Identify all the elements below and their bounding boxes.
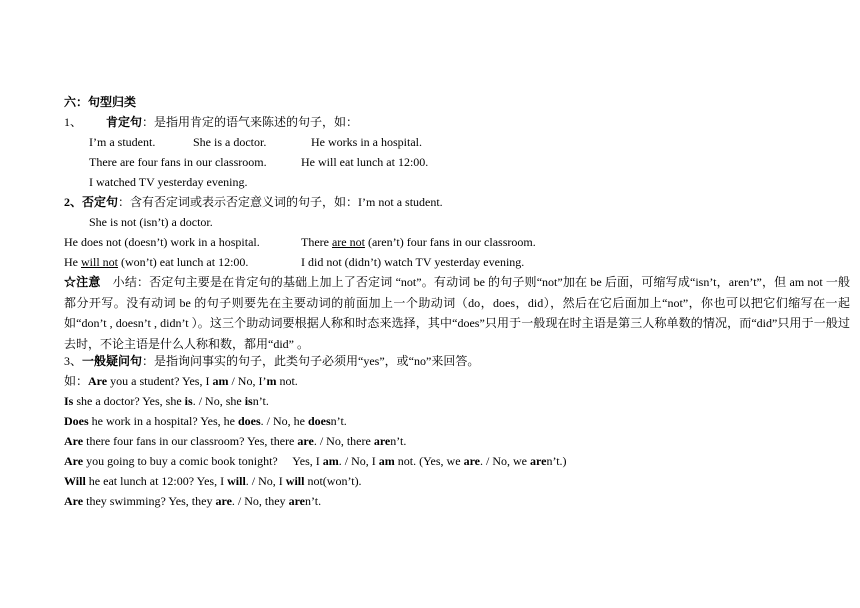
example-sentence — [301, 234, 536, 250]
text-run: . / No, they — [231, 494, 289, 508]
question-example — [64, 453, 567, 469]
negative-label: 否定句 — [82, 195, 119, 209]
bold-word: will — [227, 474, 246, 488]
example-sentence: I’m a student. — [89, 135, 156, 149]
text-run: n’t.) — [546, 454, 567, 468]
question-desc: ：是指询问事实的句子，此类句子必须用“yes”，或“no”来回答。 — [142, 354, 480, 368]
text-run: you going to buy a comic book tonight? Yes, I — [83, 454, 323, 468]
question-example — [64, 393, 269, 409]
text-run: she a doctor? Yes, she — [73, 394, 185, 408]
bold-word: Are — [88, 374, 108, 388]
example-sentence: She is not (isn’t) a doctor. — [89, 215, 213, 229]
text-run: n’t. — [252, 394, 269, 408]
example-sentence — [64, 254, 248, 270]
text-run: (aren’t) four fans in our classroom. — [364, 235, 536, 249]
text-run: they swimming? Yes, they — [83, 494, 216, 508]
text-run: n’t. — [330, 414, 347, 428]
affirmative-label: 肯定句 — [106, 115, 143, 129]
bold-word: Are — [64, 494, 84, 508]
text-run: he work in a hospital? Yes, he — [88, 414, 238, 428]
text-run: . / No, he — [260, 414, 308, 428]
underlined-text: will not — [81, 255, 119, 269]
text-run: not. — [276, 374, 298, 388]
example-sentence: I watched TV yesterday evening. — [89, 175, 248, 189]
note-paragraph — [64, 272, 850, 354]
text-run: 如： — [64, 374, 89, 388]
text-run: . / No, she — [192, 394, 245, 408]
bold-word: Does — [64, 414, 89, 428]
text-run: / No, I’ — [228, 374, 267, 388]
question-example — [64, 433, 406, 449]
example-sentence: She is a doctor. — [193, 135, 267, 149]
text-run: . / No, I — [245, 474, 286, 488]
section-number: 3、 — [64, 354, 83, 368]
bold-word: will — [285, 474, 305, 488]
text-run: not. (Yes, we — [394, 454, 464, 468]
bold-word: does — [238, 414, 261, 428]
bold-word: are — [463, 454, 480, 468]
question-example — [64, 473, 362, 489]
negative-heading — [64, 194, 443, 210]
bold-word: m — [266, 374, 277, 388]
text-run: . / No, we — [480, 454, 530, 468]
bold-word: Are — [64, 434, 84, 448]
example-sentence: He will eat lunch at 12:00. — [301, 155, 429, 169]
note-text: 小结：否定句主要是在肯定句的基础上加上了否定词 “not”。有动词 be 的句子则“not”加在 be 后面，可缩写成“isn’t，aren’t”，但 am not 一般都分开写。没有动词 be 的句子则要先在主要动词的前面加上一个助动词（do，does，did），然后在它后面加上“not”，你也可以把它们缩写在一起如“don’t , doesn’t , didn’t ）。这三个助动词要根据人称和时态来选择，其中“does”只用于一般现在时主语是第三人称单数的情况，而“did”只用于一般过去时，不论主语是什么人称和数，都用“did” 。 — [64, 275, 850, 351]
question-example — [64, 493, 321, 509]
bold-word: is — [244, 394, 253, 408]
bold-word: does — [308, 414, 331, 428]
bold-word: am — [378, 454, 395, 468]
bold-word: is — [184, 394, 193, 408]
text-run: (won’t) eat lunch at 12:00. — [118, 255, 249, 269]
question-example — [64, 373, 298, 389]
question-label: 一般疑问句 — [82, 354, 143, 368]
section-title: 六：句型归类 — [64, 95, 137, 109]
bold-word: Will — [64, 474, 86, 488]
example-sentence: I did not (didn’t) watch TV yesterday evening. — [301, 255, 525, 269]
example-sentence: There are four fans in our classroom. — [89, 155, 267, 169]
bold-word: am — [322, 454, 339, 468]
text-run: you a student? Yes, I — [107, 374, 213, 388]
bold-word: are — [297, 434, 314, 448]
negative-desc: ：含有否定词或表示否定意义词的句子，如：I’m not a student. — [118, 195, 443, 209]
text-run: . / No, there — [313, 434, 374, 448]
underlined-text: are not — [331, 235, 365, 249]
text-run: He — [64, 255, 81, 269]
section-number: 1、 — [64, 115, 83, 129]
text-run: n’t. — [390, 434, 407, 448]
bold-word: are — [373, 434, 391, 448]
bold-word: am — [212, 374, 229, 388]
bold-word: Is — [64, 394, 74, 408]
affirmative-heading — [64, 114, 358, 130]
text-run: n’t. — [305, 494, 322, 508]
text-run: there four fans in our classroom? Yes, there — [83, 434, 298, 448]
note-label: ☆注意 — [64, 275, 101, 289]
bold-word: Are — [64, 454, 84, 468]
question-heading — [64, 353, 479, 369]
bold-word: are — [215, 494, 232, 508]
text-run: . / No, I — [338, 454, 379, 468]
affirmative-desc: ：是指用肯定的语气来陈述的句子，如： — [142, 115, 359, 129]
section-number: 2、 — [64, 195, 83, 209]
example-sentence: He does not (doesn’t) work in a hospital. — [64, 235, 260, 249]
example-sentence: He works in a hospital. — [311, 135, 422, 149]
text-run: There — [301, 235, 332, 249]
bold-word: are — [530, 454, 547, 468]
text-run: not(won’t). — [304, 474, 362, 488]
question-example — [64, 413, 347, 429]
text-run: he eat lunch at 12:00? Yes, I — [85, 474, 228, 488]
bold-word: are — [288, 494, 305, 508]
